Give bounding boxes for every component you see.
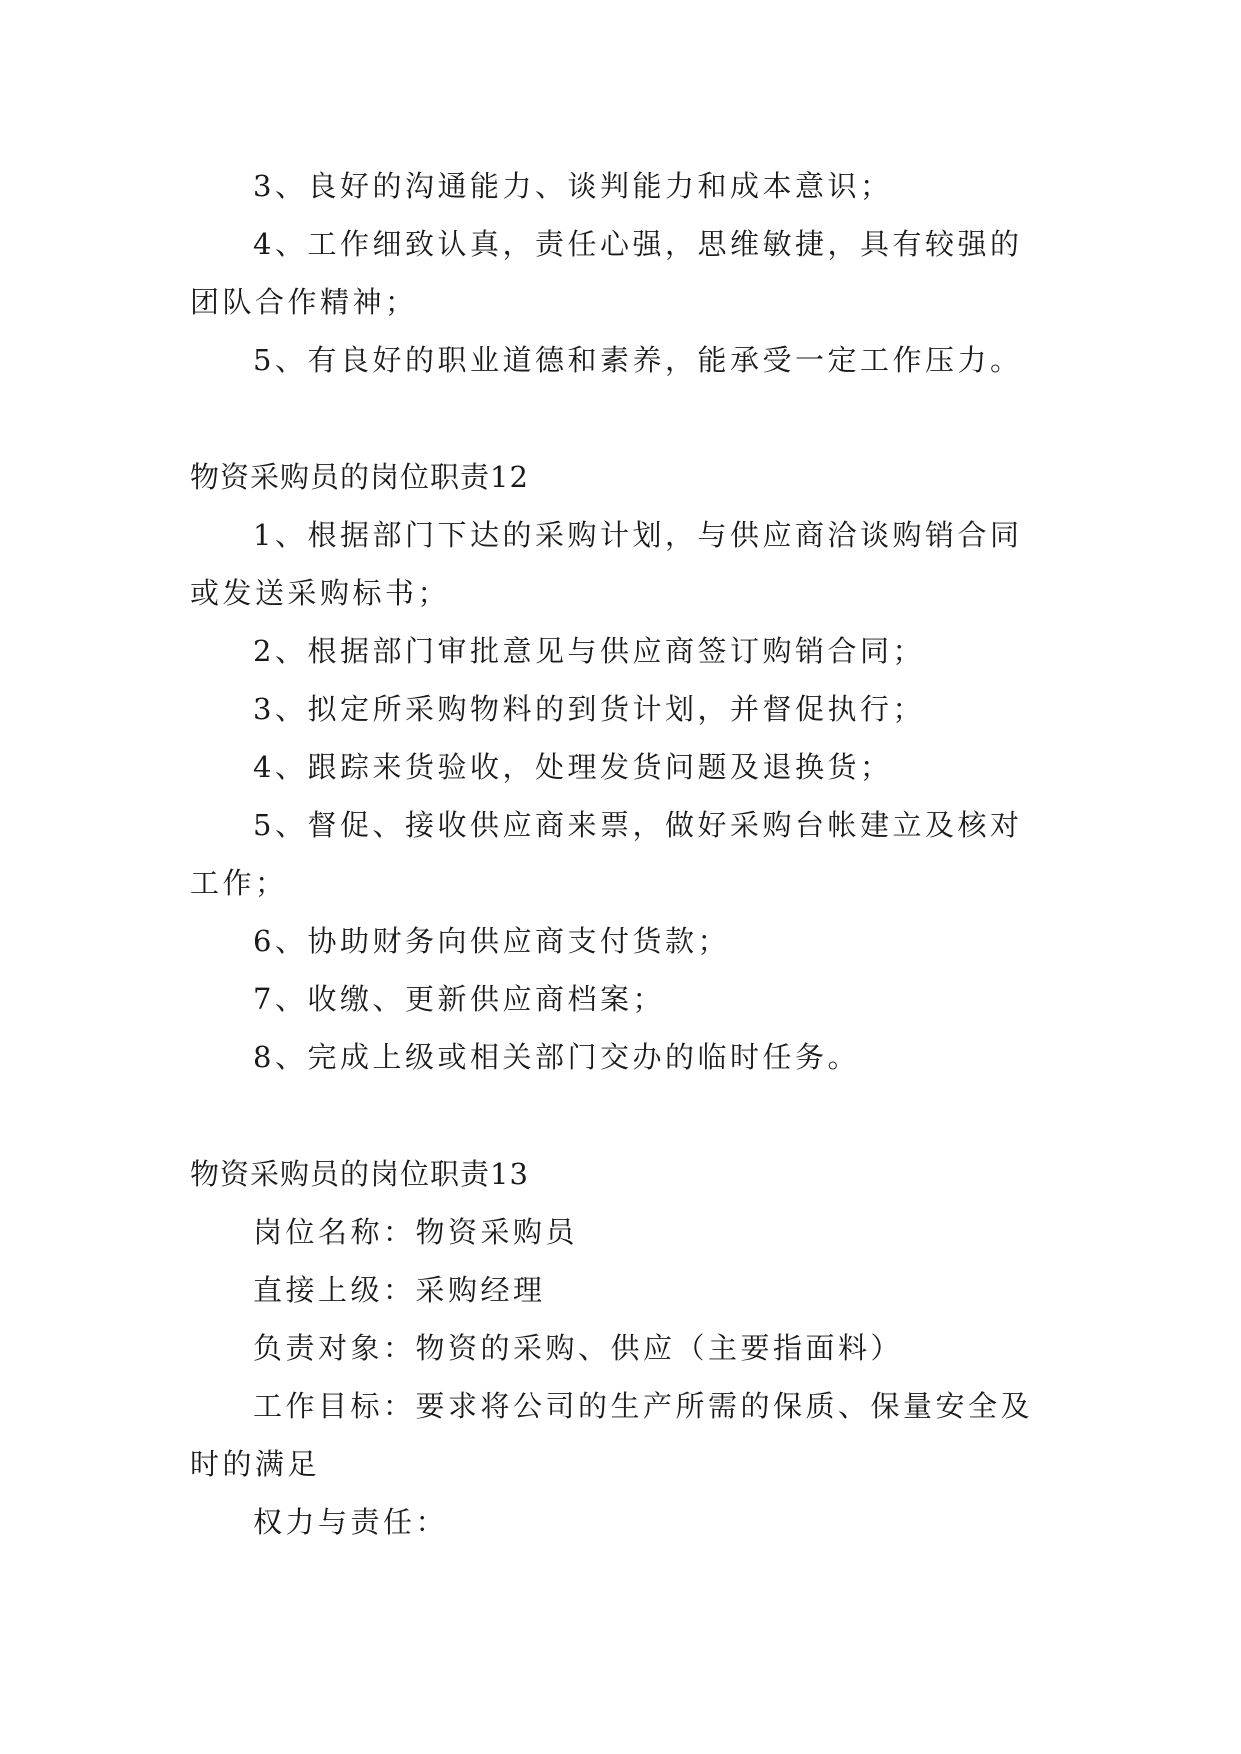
paragraph-line: 7、收缴、更新供应商档案； xyxy=(253,982,665,1016)
paragraph-line: 4、跟踪来货验收，处理发货问题及退换货； xyxy=(253,750,893,784)
section-heading: 物资采购员的岗位职责13 xyxy=(190,1157,529,1191)
paragraph-line: 工作目标：要求将公司的生产所需的保质、保量安全及 xyxy=(253,1389,1034,1423)
paragraph-line: 权力与责任： xyxy=(253,1505,449,1539)
paragraph-line: 负责对象：物资的采购、供应（主要指面料） xyxy=(253,1331,904,1365)
paragraph-line: 4、工作细致认真，责任心强，思维敏捷，具有较强的 xyxy=(253,227,1023,261)
paragraph-line: 2、根据部门审批意见与供应商签订购销合同； xyxy=(253,634,925,668)
paragraph-line: 6、协助财务向供应商支付货款； xyxy=(253,924,730,958)
paragraph-line: 团队合作精神； xyxy=(190,285,418,319)
paragraph-line: 直接上级：采购经理 xyxy=(253,1273,546,1307)
paragraph-line: 3、拟定所采购物料的到货计划，并督促执行； xyxy=(253,692,925,726)
paragraph-line: 岗位名称：物资采购员 xyxy=(253,1215,579,1249)
section-heading: 物资采购员的岗位职责12 xyxy=(190,460,529,494)
paragraph-line: 时的满足 xyxy=(190,1447,321,1481)
paragraph-line: 5、有良好的职业道德和素养，能承受一定工作压力。 xyxy=(253,343,1023,377)
paragraph-line: 1、根据部门下达的采购计划，与供应商洽谈购销合同 xyxy=(253,518,1023,552)
paragraph-line: 8、完成上级或相关部门交办的临时任务。 xyxy=(253,1040,860,1074)
paragraph-line: 3、良好的沟通能力、谈判能力和成本意识； xyxy=(253,169,893,203)
paragraph-line: 工作； xyxy=(190,866,288,900)
paragraph-line: 或发送采购标书； xyxy=(190,576,451,610)
paragraph-line: 5、督促、接收供应商来票，做好采购台帐建立及核对 xyxy=(253,808,1023,842)
